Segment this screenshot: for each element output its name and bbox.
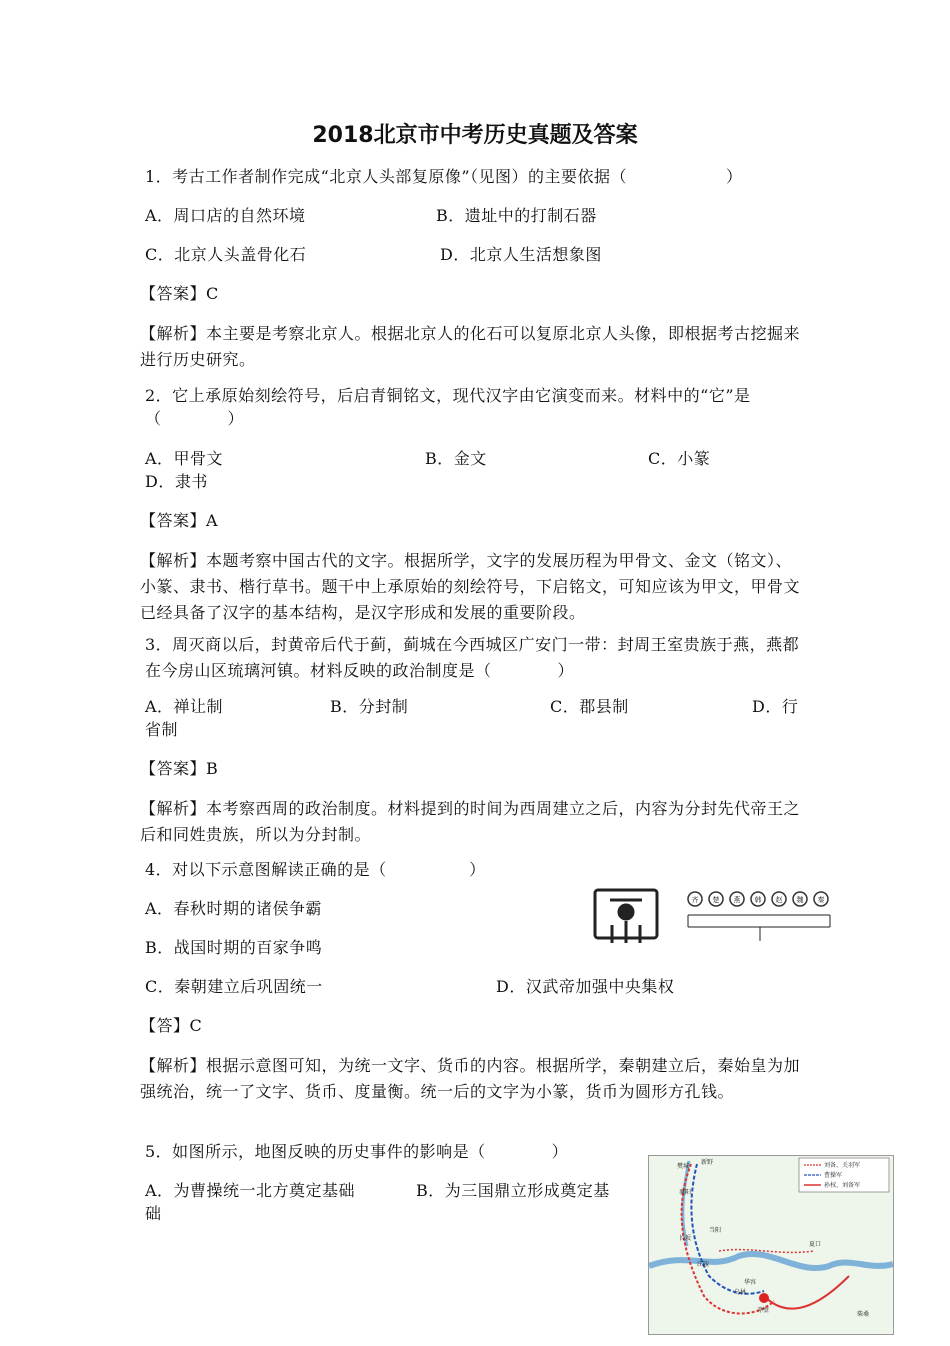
q1-option-c: C．北京人头盖骨化石: [145, 245, 307, 264]
place-label: 新野: [701, 1159, 714, 1166]
q4-option-d: D．汉武帝加强中央集权: [496, 977, 675, 996]
q4-option-b: B．战国时期的百家争鸣: [145, 938, 323, 957]
q1-analysis: 【解析】本主要是考察北京人。根据北京人的化石可以复原北京人头像，即根据考古挖掘来进行历史研究。: [140, 324, 801, 369]
q2-option-a: A．甲骨文: [145, 449, 224, 468]
q3-option-d-cont: 省制: [145, 720, 179, 739]
q5-stem: 5．如图所示，地图反映的历史事件的影响是（ ）: [145, 1142, 569, 1161]
q2-answer: 【答案】A: [140, 511, 219, 530]
q3-analysis: 【解析】本考察西周的政治制度。材料提到的时间为西周建立之后，内容为分封先代帝王之后和同姓贵族，所以为分封制。: [140, 799, 801, 844]
q1-answer: 【答案】C: [140, 284, 219, 303]
q4-option-a: A．春秋时期的诸侯争霸: [145, 899, 323, 918]
battle-map: [648, 1155, 894, 1335]
q5-option-b-cont: 础: [145, 1204, 162, 1223]
coin-label: 赵: [775, 896, 783, 904]
place-label: 江陵: [697, 1261, 710, 1268]
coin-label: 齐: [691, 896, 699, 904]
ancient-character-icon: [595, 890, 657, 943]
place-label: 当阳: [709, 1227, 722, 1234]
q3-option-c: C．郡县制: [550, 697, 629, 716]
coin-label: 燕: [733, 896, 741, 904]
place-label: 柴桑: [857, 1311, 870, 1318]
q1-option-d: D．北京人生活想象图: [440, 245, 602, 264]
q2-stem: 2．它上承原始刻绘符号，后启青铜铭文，现代汉字由它演变而来。材料中的“它”是: [145, 386, 751, 405]
coin-label: 秦: [817, 896, 825, 904]
page-title: 2018北京市中考历史真题及答案: [312, 123, 638, 148]
q1-option-a: A．周口店的自然环境: [145, 206, 306, 225]
q5-option-a: A．为曹操统一北方奠定基础: [145, 1181, 356, 1200]
legend-label: 孙权、刘备军: [824, 1182, 861, 1189]
q1-option-b: B．遗址中的打制石器: [436, 206, 597, 225]
q5-option-b: B．为三国鼎立形成奠定基: [416, 1181, 610, 1200]
q3-answer: 【答案】B: [140, 759, 219, 778]
place-label: 赤壁: [757, 1307, 770, 1314]
legend-label: 曹操军: [824, 1172, 843, 1179]
place-label: 襄阳: [679, 1189, 692, 1196]
coin-label: 楚: [712, 896, 720, 904]
coin-label: 魏: [796, 896, 804, 904]
place-label: 华容: [744, 1279, 757, 1286]
place-label: 乌林: [734, 1289, 747, 1296]
legend-label: 刘备、关羽军: [824, 1162, 861, 1169]
place-label: 长坂: [679, 1235, 692, 1242]
q2-analysis: 【解析】本题考察中国古代的文字。根据所学，文字的发展历程为甲骨文、金文（铭文）、小篆、隶书、楷行草书。题干中上承原始的刻绘符号，下启铭文，可知应该为甲文，甲骨文已经具备了汉字的基本结构，是汉字形成和发展的重要阶段。: [140, 551, 801, 622]
q2-option-d: D．隶书: [145, 472, 208, 491]
q2-option-c: C．小篆: [648, 449, 711, 468]
q3-option-b: B．分封制: [330, 697, 409, 716]
q2-option-b: B．金文: [425, 449, 487, 468]
q3-stem: 3．周灭商以后，封黄帝后代于蓟，蓟城在今西城区广安门一带：封周王室贵族于燕，燕都在今房山区琉璃河镇。材料反映的政治制度是（ ）: [145, 635, 800, 680]
place-label: 夏口: [809, 1241, 822, 1248]
q2-stem-cont: （ ）: [145, 409, 245, 428]
unification-diagram: [590, 885, 840, 950]
q4-option-c: C．秦朝建立后巩固统一: [145, 977, 323, 996]
q4-answer: 【答】C: [140, 1016, 203, 1035]
q1-stem: 1．考古工作者制作完成“北京人头部复原像”（见图）的主要依据（ ）: [145, 167, 743, 186]
q4-analysis: 【解析】根据示意图可知，为统一文字、货币的内容。根据所学，秦朝建立后，秦始皇为加强统治，统一了文字、货币、度量衡。统一后的文字为小篆，货币为圆形方孔钱。: [140, 1056, 801, 1101]
q3-option-a: A．禅让制: [145, 697, 224, 716]
q3-option-d: D．行: [752, 697, 799, 716]
place-label: 樊城: [677, 1163, 690, 1170]
q4-stem: 4．对以下示意图解读正确的是（ ）: [145, 860, 486, 879]
coin-label: 韩: [754, 896, 762, 904]
